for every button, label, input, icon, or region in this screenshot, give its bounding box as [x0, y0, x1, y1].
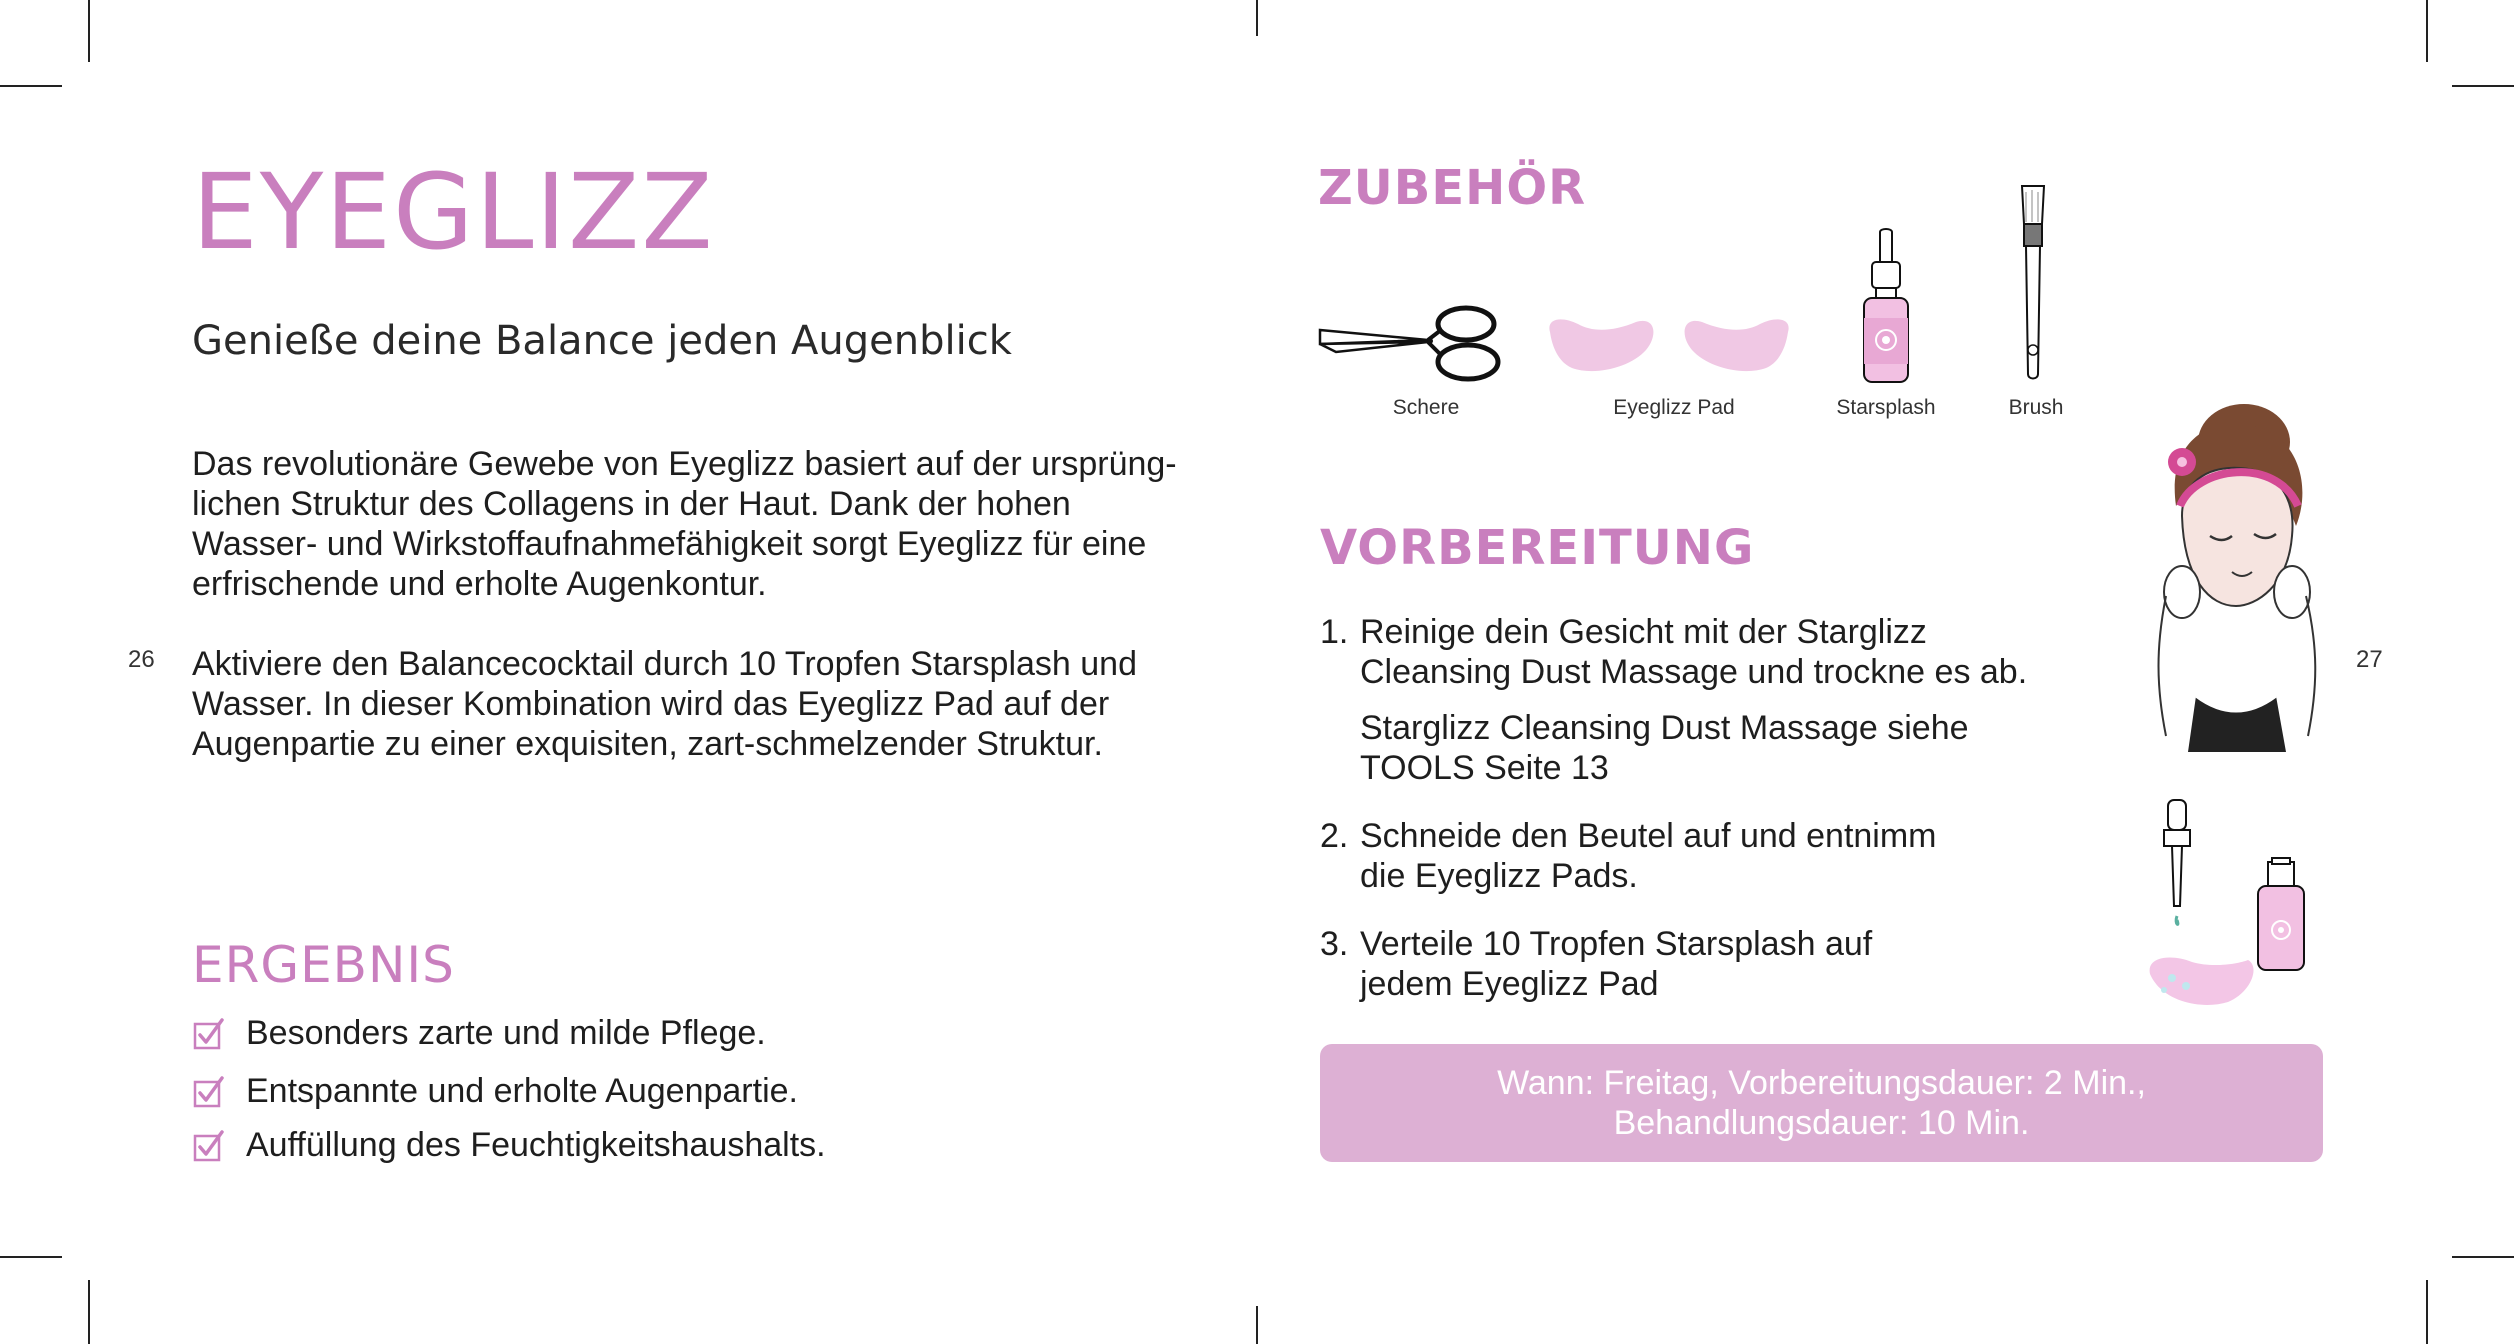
page-number-right: 27 [2356, 646, 2383, 673]
tool-label-scissors: Schere [1392, 396, 1460, 419]
timing-info-box [1320, 1044, 2323, 1162]
page-title: EYEGLIZZ [192, 151, 715, 273]
paragraph-line: lichen Struktur des Collagens in der Haut. Dank der hohen [192, 485, 1071, 523]
checkbox-icon [192, 1129, 226, 1163]
paragraph-line: Wasser. In dieser Kombination wird das Eyeglizz Pad auf der [192, 685, 1110, 723]
step-item [1320, 816, 2100, 896]
step-item [1320, 924, 2100, 1004]
step-number: 1. [1320, 613, 1349, 651]
step-item [1320, 612, 2100, 788]
step-number: 3. [1320, 925, 1349, 963]
result-text: Entspannte und erholte Augenpartie. [246, 1072, 798, 1110]
result-item [192, 1014, 766, 1053]
step-number: 2. [1320, 817, 1349, 855]
page-subtitle: Genieße deine Balance jeden Augenblick [192, 318, 1012, 364]
crop-mark [1256, 0, 1258, 36]
crop-mark [88, 1280, 90, 1344]
page-number-left: 26 [128, 646, 155, 673]
tool-label-pad: Eyeglizz Pad [1613, 396, 1735, 419]
eye-pad-icon [1544, 312, 1794, 378]
crop-mark [2426, 0, 2428, 62]
paragraph-line: Aktiviere den Balancecocktail durch 10 Tropfen Starsplash und [192, 645, 1137, 683]
starsplash-bottle-icon [1858, 228, 1914, 386]
paragraph-line: Das revolutionäre Gewebe von Eyeglizz basiert auf der ursprüng- [192, 445, 1177, 483]
accessories-heading: ZUBEHÖR [1318, 160, 1587, 216]
crop-mark [0, 1256, 62, 1258]
crop-mark [0, 85, 62, 87]
girl-cleansing-illustration [2136, 396, 2332, 756]
checkbox-icon [192, 1075, 226, 1109]
activation-paragraph [192, 644, 1194, 764]
intro-paragraph [192, 444, 1194, 604]
result-text: Besonders zarte und milde Pflege. [246, 1014, 766, 1052]
step-text: Schneide den Beutel auf und entnimm [1360, 817, 1937, 855]
step-text: Cleansing Dust Massage und trockne es ab. [1360, 653, 2028, 691]
step-text: jedem Eyeglizz Pad [1360, 965, 1659, 1003]
brush-icon [2016, 184, 2050, 384]
result-item [192, 1072, 798, 1111]
scissors-icon [1316, 300, 1506, 390]
preparation-steps [1320, 612, 2100, 1032]
result-heading: ERGEBNIS [192, 936, 455, 994]
step-note: TOOLS Seite 13 [1360, 749, 1609, 787]
paragraph-line: Augenpartie zu einer exquisiten, zart-schmelzender Struktur. [192, 725, 1103, 763]
preparation-heading: VORBEREITUNG [1320, 520, 1755, 576]
crop-mark [2452, 85, 2514, 87]
timing-line: Wann: Freitag, Vorbereitungsdauer: 2 Min., [1497, 1064, 2146, 1102]
tool-label-brush: Brush [2008, 396, 2064, 419]
result-item [192, 1126, 826, 1165]
crop-mark [2452, 1256, 2514, 1258]
crop-mark [2426, 1280, 2428, 1344]
crop-mark [88, 0, 90, 62]
result-text: Auffüllung des Feuchtigkeitshaushalts. [246, 1126, 826, 1164]
step-text: Reinige dein Gesicht mit der Starglizz [1360, 613, 1927, 651]
paragraph-line: erfrischende und erholte Augenkontur. [192, 565, 767, 603]
timing-line: Behandlungsdauer: 10 Min. [1613, 1104, 2030, 1142]
step-note: Starglizz Cleansing Dust Massage siehe [1360, 709, 1969, 747]
dropper-illustration [2142, 796, 2322, 1016]
checkbox-icon [192, 1017, 226, 1051]
tool-label-starsplash: Starsplash [1836, 396, 1936, 419]
step-text: die Eyeglizz Pads. [1360, 857, 1638, 895]
paragraph-line: Wasser- und Wirkstoffaufnahmefähigkeit sorgt Eyeglizz für eine [192, 525, 1147, 563]
crop-mark [1256, 1306, 1258, 1344]
step-text: Verteile 10 Tropfen Starsplash auf [1360, 925, 1873, 963]
